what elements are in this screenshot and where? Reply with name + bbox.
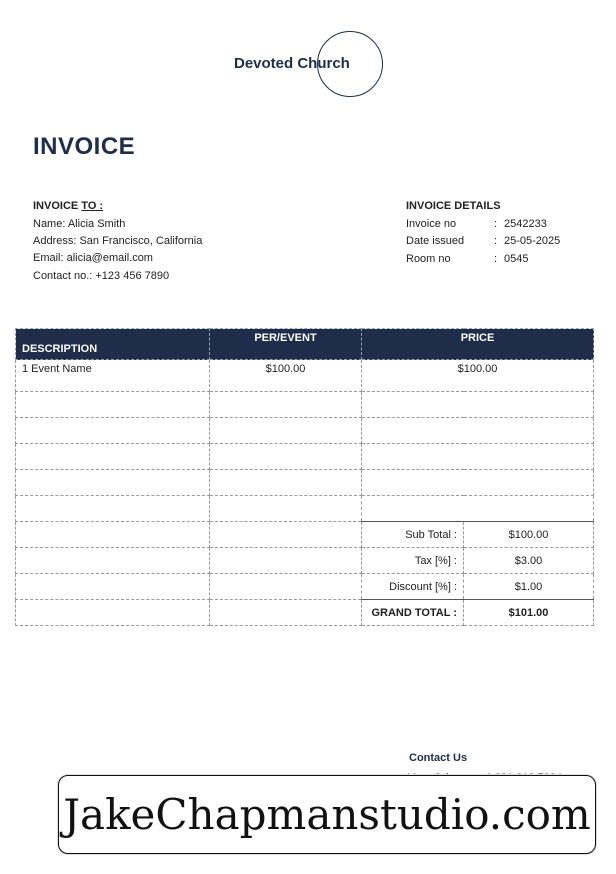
table-row	[16, 496, 594, 522]
empty-cell	[16, 470, 210, 496]
empty-cell	[16, 574, 210, 600]
summary-row-tax	[16, 548, 594, 574]
summary-row-grand-total	[16, 600, 594, 626]
watermark-text: JakeChapmanstudio.com	[63, 790, 591, 839]
invoice-table	[15, 328, 594, 626]
details-sep: :	[494, 235, 498, 247]
item-per-event: $100.00	[210, 360, 362, 392]
invoice-details-heading: INVOICE DETAILS	[406, 200, 501, 212]
empty-cell	[210, 418, 362, 444]
grand-total-value: $101.00	[464, 600, 594, 626]
details-label: Room no	[406, 253, 451, 265]
details-value: 25-05-2025	[504, 235, 561, 247]
customer-address: Address: San Francisco, California	[33, 235, 203, 247]
empty-cell	[210, 444, 362, 470]
table-row	[16, 470, 594, 496]
summary-row-discount	[16, 574, 594, 600]
header-description: DESCRIPTION	[16, 329, 210, 360]
invoice-to-heading-underlined: TO :	[81, 200, 104, 212]
summary-value: $100.00	[464, 522, 594, 548]
empty-cell	[210, 392, 362, 418]
details-label: Date issued	[406, 235, 465, 247]
empty-cell	[16, 444, 210, 470]
summary-value: $1.00	[464, 574, 594, 600]
logo-text: Devoted Church	[234, 55, 350, 72]
header-per-event: PER/EVENT	[210, 329, 362, 360]
customer-email: Email: alicia@email.com	[33, 252, 153, 264]
table-header-row	[16, 329, 594, 360]
customer-contact: Contact no.: +123 456 7890	[33, 270, 170, 282]
summary-label: Discount [%] :	[362, 574, 464, 600]
empty-cell	[362, 392, 594, 418]
empty-cell	[210, 600, 362, 626]
invoice-to-heading	[33, 200, 103, 212]
customer-name: Name: Alicia Smith	[33, 218, 126, 230]
summary-label: Sub Total :	[362, 522, 464, 548]
header-price: PRICE	[362, 329, 594, 360]
empty-cell	[16, 548, 210, 574]
empty-cell	[16, 600, 210, 626]
summary-row-subtotal	[16, 522, 594, 548]
empty-cell	[362, 496, 594, 522]
empty-cell	[210, 574, 362, 600]
details-label: Invoice no	[406, 218, 457, 230]
summary-value: $3.00	[464, 548, 594, 574]
empty-cell	[210, 496, 362, 522]
details-value: 2542233	[504, 218, 547, 230]
watermark-banner	[58, 775, 596, 854]
details-row-date-issued	[406, 235, 586, 249]
details-row-room-no	[406, 253, 586, 267]
empty-cell	[362, 470, 594, 496]
details-row-invoice-no	[406, 218, 586, 232]
details-sep: :	[494, 218, 498, 230]
details-value: 0545	[504, 253, 529, 265]
empty-cell	[16, 418, 210, 444]
empty-cell	[210, 470, 362, 496]
table-row	[16, 392, 594, 418]
item-price: $100.00	[362, 360, 594, 392]
table-row	[16, 360, 594, 392]
invoice-to-heading-prefix: INVOICE	[33, 200, 82, 212]
details-sep: :	[494, 253, 498, 265]
empty-cell	[210, 522, 362, 548]
empty-cell	[16, 392, 210, 418]
empty-cell	[362, 444, 594, 470]
item-description: 1 Event Name	[16, 360, 210, 392]
summary-label: Tax [%] :	[362, 548, 464, 574]
table-row	[16, 444, 594, 470]
table-row	[16, 418, 594, 444]
contact-heading: Contact Us	[409, 752, 468, 764]
empty-cell	[16, 522, 210, 548]
grand-total-label: GRAND TOTAL :	[362, 600, 464, 626]
empty-cell	[362, 418, 594, 444]
empty-cell	[16, 496, 210, 522]
page-title: INVOICE	[33, 133, 136, 160]
empty-cell	[210, 548, 362, 574]
